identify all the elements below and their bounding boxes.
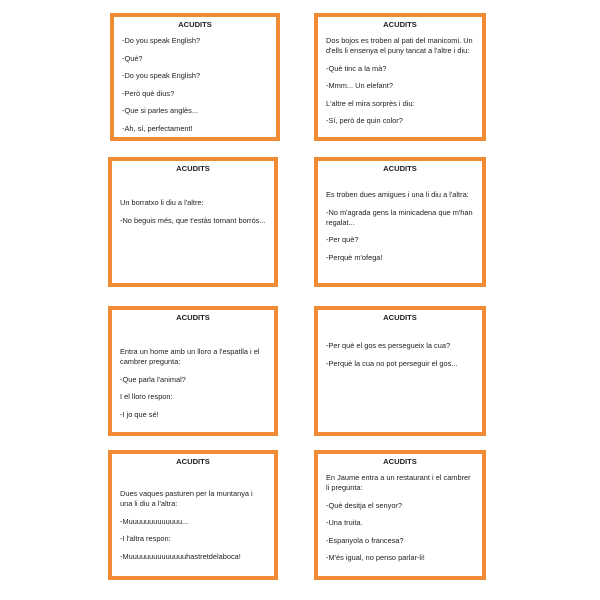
joke-line: I el lloro respon: — [120, 392, 173, 402]
joke-line: L'altre el mira sorprès i diu: — [326, 98, 415, 108]
joke-line: -Què desitja el senyor? — [326, 500, 402, 510]
joke-line: -Perquè m'ofega! — [326, 252, 383, 262]
joke-line: -Una truita. — [326, 518, 363, 528]
card-title: ACUDITS — [383, 20, 417, 29]
joke-line: -Per què el gos es persegueix la cua? — [326, 341, 451, 351]
joke-line: -Què? — [122, 53, 143, 63]
card-title: ACUDITS — [383, 313, 417, 322]
joke-line: -Espanyola o francesa? — [326, 535, 404, 545]
joke-line: -Muuuuuuuuuuuuu... — [120, 516, 189, 526]
card-title: ACUDITS — [176, 313, 210, 322]
joke-line: Un borratxo li diu a l'altre: — [120, 198, 204, 208]
card-title: ACUDITS — [383, 164, 417, 173]
joke-line: -M'és igual, no penso parlar-li! — [326, 553, 425, 563]
joke-line: -Però què dius? — [122, 88, 175, 98]
card-title: ACUDITS — [178, 20, 212, 29]
joke-card-4 — [314, 157, 486, 287]
joke-line: -No beguis més, que t'estàs tornant borrós... — [120, 215, 266, 225]
joke-card-2 — [314, 13, 486, 141]
card-title: ACUDITS — [176, 164, 210, 173]
joke-line: -No m'agrada gens la minicadena que m'han regalat... — [326, 207, 473, 227]
joke-line: -Perquè la cua no pot perseguir el gos... — [326, 358, 458, 368]
joke-line: Es troben dues amigues i una li diu a l'altra: — [326, 190, 469, 200]
joke-line: -Què tinc a la mà? — [326, 63, 387, 73]
joke-line: Dues vaques pasturen per la muntanya i una li diu a l'altra: — [120, 489, 253, 509]
joke-line: -Sí, però de quin color? — [326, 116, 403, 126]
joke-card-7 — [108, 450, 278, 580]
joke-line: -Per què? — [326, 235, 359, 245]
joke-line: -Muuuuuuuuuuuuuuhastretdelaboca! — [120, 551, 241, 561]
card-title: ACUDITS — [176, 457, 210, 466]
joke-line: -Ah, sí, perfectament! — [122, 123, 193, 133]
joke-line: Entra un home amb un lloro a l'espatlla i el cambrer pregunta: — [120, 347, 260, 367]
card-title: ACUDITS — [383, 457, 417, 466]
joke-card-5 — [108, 306, 278, 436]
joke-line: -Que si parles anglès... — [122, 106, 198, 116]
joke-line: -Mmm... Un elefant? — [326, 81, 393, 91]
joke-card-8 — [314, 450, 486, 580]
joke-line: -I l'altra respon: — [120, 534, 171, 544]
joke-line: Dos bojos es troben al pati del manicomi. Un d'ells li ensenya el puny tancat a l'altre i diu: — [326, 36, 473, 56]
joke-card-1 — [110, 13, 280, 141]
joke-line: -Que parla l'animal? — [120, 374, 186, 384]
joke-line: -Do you speak English? — [122, 71, 201, 81]
joke-card-6 — [314, 306, 486, 436]
joke-card-3 — [108, 157, 278, 287]
joke-line: -Do you speak English? — [122, 36, 201, 46]
joke-line: En Jaume entra a un restaurant i el cambrer li pregunta: — [326, 473, 471, 493]
joke-line: -I jo que sé! — [120, 409, 159, 419]
